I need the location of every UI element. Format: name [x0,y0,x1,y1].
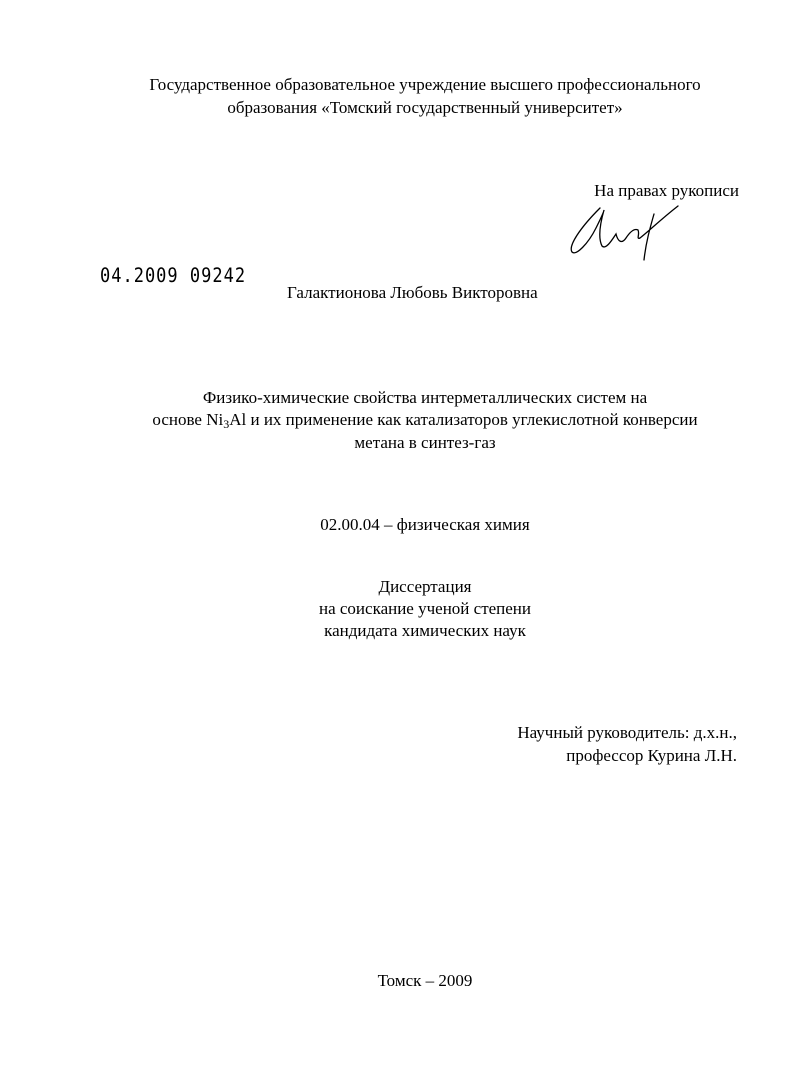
specialty-code: 02.00.04 – физическая химия [320,515,530,534]
degree-line-1: Диссертация [378,577,472,596]
institution-line-2: образования «Томский государственный университет» [227,98,623,117]
title-line-2-pre: основе Ni [152,410,224,429]
title-line-3: метана в синтез-газ [354,433,496,452]
registration-stamp: 04.2009 09242 [100,264,247,288]
title-line-2 [0,409,792,431]
institution-line-1: Государственное образовательное учреждение высшего профессионального [149,75,701,94]
degree-line-2: на соискание ученой степени [318,599,532,618]
degree-line-3: кандидата химических наук [324,621,526,640]
supervisor-line-2: профессор Курина Л.Н. [566,746,737,765]
author-name: Галактионова Любовь Викторовна [287,283,538,302]
title-line-2-sub: 3 [223,417,230,431]
signature-icon [560,198,690,268]
city-year: Томск – 2009 [377,971,473,990]
title-line-2-post: Al и их применение как катализаторов углекислотной конверсии [229,410,698,429]
rights-label: На правах рукописи [594,181,739,200]
title-line-1: Физико-химические свойства интерметаллических систем на [202,388,648,407]
supervisor-line-1: Научный руководитель: д.х.н., [517,723,737,742]
